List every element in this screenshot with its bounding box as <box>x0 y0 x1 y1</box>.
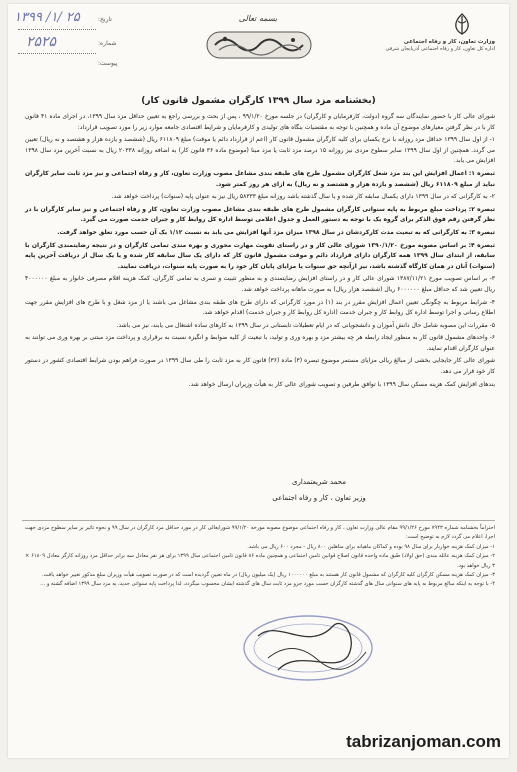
attachment-label: پیوست: <box>98 60 118 67</box>
body-item-3: ۳- بر اساس تصویب مورخ ۱۳۸۷/۱۱/۲۱ شورای عالی کار و در راستای افزایش رضایتمندی و به منظور تثبیت و تسری به تمامی کارگران، کمک هزینه اقلام مصرفی خانوار به مبلغ ۴۰۰۰۰۰۰ ریال تعیین شد که حداقل مبلغ ۶۰۰۰۰۰۰ ریال (ششصد هزار ریال) به صورت ماهانه پرداخت خواهد شد. <box>25 275 495 293</box>
ministry-header <box>335 38 495 53</box>
year-slogan-logo <box>205 28 313 62</box>
department-name: اداره کل تعاون، کار و رفاه اجتماعی آذربایجان شرقی <box>385 46 495 52</box>
date-line <box>18 29 96 30</box>
number-label: شماره: <box>98 40 117 47</box>
body-item-2: ۲- به کارگرانی که در سال ۱۳۹۹ دارای یکسال سابقه کار شده و یا سال گذشته باشد روزانه مبلغ ۵۸۳۳۳ ریال نیز به عنوان پایه (سنوات) پرداخت خواهد شد. <box>111 193 495 201</box>
number-line <box>18 53 96 54</box>
body-note-1: تبصره ۱: اعمال افزایش این بند مزد شغل کارگران مشمول طرح های طبقه بندی مشاغل مصوب وزارت تعاون، کار و رفاه اجتماعی و نیز مزد ثابت سایر کارگران نباید از مبلغ ۶۱۱۸۰۹ ریال (ششصد و یازده هزار و هشتصد و نه ریال) به ازای هر روز کمتر شود. <box>25 169 495 188</box>
document-body <box>25 112 495 392</box>
footer-paragraph: ۳- میزان کمک هزینه مسکن کارگران کلیه کارگران که مشمول قانون کار هستند به مبلغ ۱۰۰۰۰۰۰ ریال (یک میلیون ریال) در ماه تعیین گردیده است که در صورت تصویب هیأت وزیران مبلغ مذکور تغییر خواهد یافت. <box>42 572 495 579</box>
handwritten-number: ۲۵۲۵ <box>26 34 57 50</box>
footer-paragraph: ۴- با توجه به اینکه مبالغ مربوط به پایه های سنواتی سال های گذشته کارگران حسب مورد جزو مزد ثابت سال های گذشته ایشان محسوب میگردد، لذا پرداخت پایه سنواتی جدید، به مزد سال ۱۳۹۹ اضافه گشته و ... <box>40 581 495 588</box>
footer-paragraph: ۲- میزان کمک هزینه عائله مندی (حق اولاد) طبق ماده واحده قانون اصلاح قوانین تامین اجتماعی و همچنین ماده ۸۶ قانون تامین اجتماعی سال ۱۳۹۹ برای هر نفر معادل سه برابر حداقل مزد روزانه کارگر معادل ۶۱۸۰۹ × ۳ ریال خواهد بود. <box>25 553 495 569</box>
footer-notes <box>25 524 495 590</box>
document-page <box>8 4 509 758</box>
date-label: تاریخ: <box>98 16 112 23</box>
handwritten-date: ۱۳۹۹ /۱/ ۲۵ <box>14 10 80 25</box>
site-watermark: tabrizanjoman.com <box>346 732 501 751</box>
document-title: (بخشنامه مزد سال ۱۳۹۹ کارگران مشمول قانون کار) <box>141 96 376 106</box>
body-note-4: تبصره ۴: بر اساس مصوبه مورخ ۱۳۹۰/۱/۲۰ شورای عالی کار و در راستای تقویت مهارت محوری و بهره مندی تمامی کارگران و در نتیجه رضایتمندی کارگران با سابقه، از ابتدای سال ۱۳۹۹ همه کارگران دارای قرارداد دائم و موقت مشمول قانون کار که دارای یک سال سابقه کار شده و یا یک سال از دریافت آخرین پایه (سنوات) آنان در همان کارگاه گذشته باشد، نیز ازآنچه حق سنوات یا مزایای پایان کار خود را به صورت پایه سنوات، دریافت نمایند. <box>25 241 495 270</box>
signatory-role: وزیر تعاون ، کار و رفاه اجتماعی <box>272 494 366 502</box>
footer-paragraph: ۱- میزان کمک هزینه خواربار برای سال ۹۸ بوده و کماکان ماهیانه برای متاهلین ۸۰۰ ریال - مجرد ۶۰۰ ریال می باشد. <box>247 543 495 550</box>
body-item-4: ۴- شرایط مربوط به چگونگی تعیین اعمال افزایش مقرر در بند (۱) در مورد کارگرانی که دارای طرح های طبقه بندی مشاغل می باشند یا از مزد شغل و با طرح های افزایش مقرر جهت اطلاع رسانی و اجرا توسط اداره کل روابط کار و جبران خدمت (اداره کل روابط کار و جبران خدمت) اقدام خواهد شد. <box>25 298 495 317</box>
body-intro: شورای عالی کار با حضور نمایندگان سه گروه (دولت، کارفرمایان و کارگران) در جلسه مورخ ۹۹/۱/۲۰ ، پس از بحث و بررسی راجع به تعیین حداقل مزد سال ۱۳۹۹، در اجرای ماده ۴۱ قانون کار با در نظر گرفتن معیارهای موضوع آن ماده و همچنین با توجه به مقتضیات بنگاه های تولیدی و کارفرمایان و شرایط اقتصادی جامعه موارد زیر را مورد تصویب قرارداد: <box>25 113 496 131</box>
body-note-2: تبصره ۲: پرداخت مبلغ مربوط به پایه سنواتی کارگران مشمول طرح های طبقه بندی مشاغل مصوب وزارت تعاون، کار و رفاه اجتماعی و نیز سایر کارگران با در نظر گرفتن رقم فوق الذکر برای گروه یک با توجه به دستور العمل و جدول اعلامی توسط اداره کل روابط کار و جبران خدمت صورت می گیرد. <box>25 205 495 224</box>
body-item-5: ۵- مقررات این مصوبه شامل حال دانش آموزان و دانشجویانی که در ایام تعطیلات تابستانی در سال ۱۳۹۹ به کارهای ساده اشتغال می یابند، نیز می باشد. <box>116 321 495 329</box>
footer-paragraph: احتراماً بخشنامه شماره ۷۹۴۳ مورخ ۹۹/۱/۲۶ مقام عالی وزارت تعاون ، کار و رفاه اجتماعی موضوع مصوبه مورخه ۹۹/۱/۲۰ شورایعالی کار در مورد حداقل مزد کارگران در سال ۹۹ و نحوه تاثیر بر سایر سطوح مزدی جهت اجرا، اعلام می گردد لازم به توضیح است: <box>25 525 495 541</box>
bismillah: بسمه تعالی <box>238 14 278 23</box>
section-divider <box>22 520 495 521</box>
ministry-name: وزارت تعاون، کار و رفاه اجتماعی <box>403 39 495 45</box>
body-item-6: ۶- واحدهای مشمول قانون کار به منظور ایجاد رابطه هر چه بیشتر مزد و بهره وری و تولید، با تبعیت از کلیه ضوابط و انگیزه نسبت به برقراری و پرداخت مزد مبتنی بر بهره وری می توانند به عنوان کارگران اقدام نمایند. <box>25 334 495 352</box>
body-note-3: تبصره ۳: به کارگرانی که به تبعیت مدت کارکردشان در سال ۱۳۹۸ میزان مزد آنها افزایش می یابد به نسبت ۱/۱۲ یک آن حسب مورد تعلق خواهد گرفت. <box>57 228 495 236</box>
body-item-8: بندهای افزایش کمک هزینه مسکن سال ۱۳۹۹ با توافق طرفین و تصویب شورای عالی کار به هیأت وزیران ارسال خواهد شد. <box>188 380 495 388</box>
official-stamp <box>238 608 378 688</box>
body-item-7: شورای عالی کار جایجایی بخشی از مبالغ ریالی مزایای مستمر موضوع تبصره (۳) ماده (۳۶) قانون کار به مزد ثابت را طی سال ۱۳۹۹ در صورت فراهم بودن شرایط اقتصادی کشور در دستور کار خود قرار می دهد. <box>25 357 495 376</box>
body-item-1: ۱- از اول سال ۱۳۹۹ حداقل مزد روزانه با نرخ یکسان برای کلیه کارگران مشمول قانون کار (اعم از قرارداد دائم یا موقت) مبلغ ۶۱۱۸۰۹ ریال (ششصد و یازده هزار و هشتصد و نه ریال) تعیین می گردد. همچنین از اول سال ۱۳۹۹ سایر سطوح مزدی نیز روزانه ۱۵ درصد مزد ثابت یا مزد مبنا (موضوع ماده ۳۶ قانون کار) به اضافه روزانه ۲۰۳۳۸ ریال به نسبت آخرین مزد سال ۱۳۹۸ افزایش می یابد. <box>25 136 496 165</box>
signatory-name: محمد شریعتمداری <box>292 478 346 486</box>
iran-emblem-icon <box>451 12 473 36</box>
